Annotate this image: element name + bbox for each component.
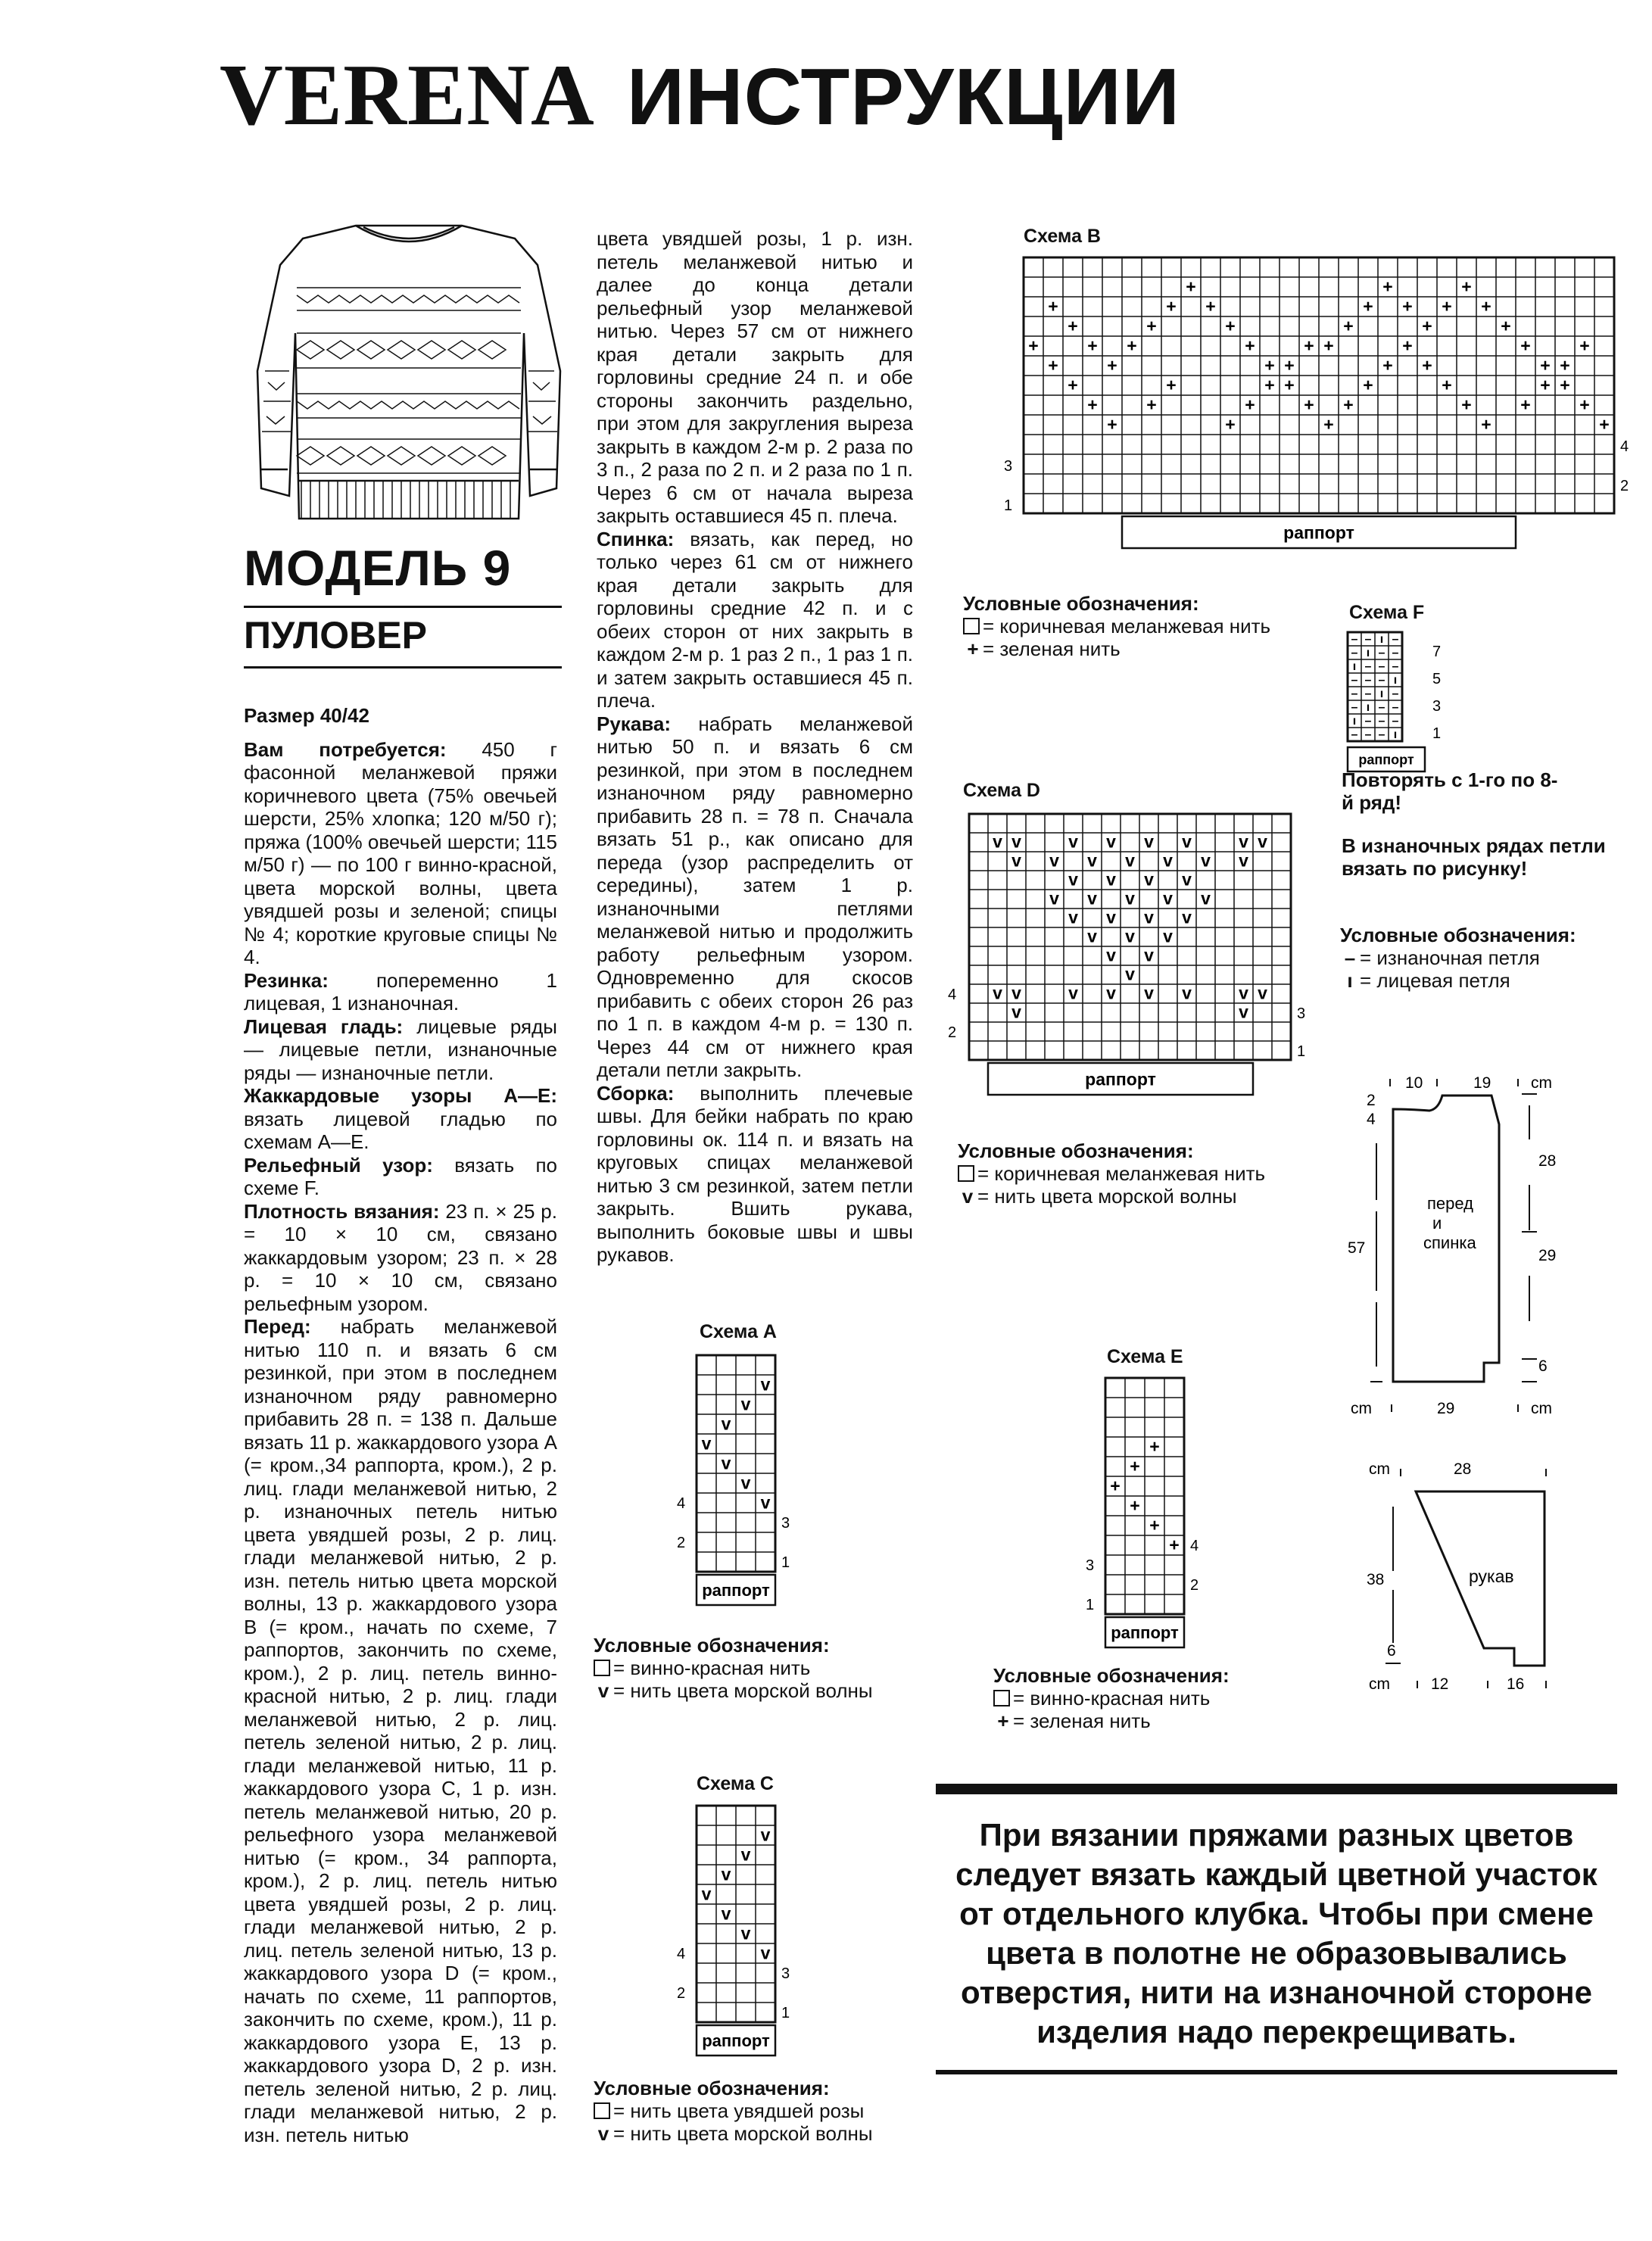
legend-entry: = винно-красная нить	[594, 1657, 919, 1679]
instructions-column-2	[597, 227, 913, 1267]
row-number: 3	[781, 1965, 790, 1982]
chart-symbol: ı	[1379, 687, 1384, 701]
bar-symbol-icon: ı	[1347, 969, 1353, 992]
rib-pattern: Резинка: попеременно 1 лицевая, 1 изнаночная.	[244, 968, 557, 1015]
chart-symbol: +	[1245, 335, 1255, 356]
chart-symbol: +	[1560, 375, 1570, 395]
chart-symbol: +	[1149, 1515, 1160, 1535]
dim-19: 19	[1473, 1074, 1491, 1092]
chart-symbol: v	[1087, 888, 1097, 909]
chart-symbol: v	[701, 1433, 712, 1454]
legend-entry: – = изнаночная петля	[1340, 946, 1643, 969]
chart-symbol: v	[1144, 831, 1154, 852]
legend-entry: + = зеленая нить	[993, 1710, 1319, 1732]
chart-symbol: +	[1107, 414, 1117, 435]
chart-symbol: +	[1323, 335, 1334, 356]
chart-symbol: +	[1442, 375, 1452, 395]
row-number: 7	[1432, 644, 1442, 660]
chart-symbol: –	[1364, 633, 1372, 647]
chart-symbol: v	[1239, 831, 1248, 852]
chart-symbol: +	[1599, 414, 1610, 435]
chart-symbol: –	[1392, 647, 1399, 660]
chart-symbol: +	[1048, 296, 1058, 316]
row-number: 1	[1004, 497, 1013, 514]
chart-symbol: v	[760, 1374, 771, 1395]
legend-entry: v = нить цвета морской волны	[594, 1679, 919, 1702]
sweater-illustration	[242, 220, 575, 522]
chart-grid	[1105, 1378, 1184, 1614]
chart-symbol: v	[993, 831, 1002, 852]
chart-symbol: +	[1264, 375, 1275, 395]
chart-symbol: v	[740, 1923, 751, 1943]
chart-symbol: +	[1481, 296, 1491, 316]
row-number: 3	[1004, 458, 1013, 475]
piece-label: перед	[1427, 1194, 1473, 1213]
empty-square-icon	[594, 2102, 610, 2119]
model-title: МОДЕЛЬ 9	[244, 540, 512, 596]
v-symbol-icon: v	[962, 1185, 974, 1208]
chart-symbol: v	[1144, 907, 1154, 927]
chart-symbol: +	[1146, 316, 1157, 336]
chart-symbol: –	[1351, 647, 1358, 660]
chart-symbol: –	[1364, 715, 1372, 728]
chart-symbol: –	[1392, 687, 1399, 701]
chart-symbol: +	[1402, 296, 1413, 316]
chart-symbol: +	[1442, 296, 1452, 316]
instructions-column-1	[244, 704, 557, 2146]
empty-square-icon	[993, 1690, 1010, 1706]
chart-symbol: +	[1087, 335, 1098, 356]
chart-symbol: –	[1364, 674, 1372, 687]
chart-symbol: v	[721, 1903, 731, 1924]
chart-symbol: +	[1560, 355, 1570, 376]
chart-symbol: v	[993, 983, 1002, 1003]
chart-symbol: v	[1106, 907, 1116, 927]
chart-symbol: v	[760, 1825, 771, 1845]
dim-2: 2	[1367, 1092, 1376, 1109]
chart-symbol: +	[1284, 375, 1295, 395]
row-number: 2	[677, 1535, 686, 1551]
dim-28: 28	[1454, 1460, 1472, 1478]
scheme-e-legend	[993, 1664, 1319, 1732]
chart-symbol: +	[1461, 394, 1472, 415]
chart-symbol: +	[1540, 375, 1551, 395]
row-number: 3	[1432, 698, 1442, 715]
chart-symbol: v	[740, 1844, 751, 1865]
chart-symbol: +	[1225, 414, 1236, 435]
chart-symbol: v	[1201, 850, 1211, 871]
chart-symbol: v	[1106, 869, 1116, 890]
dim-38: 38	[1367, 1571, 1385, 1588]
scheme-f-repeat-note: Повторять с 1-го по 8-й ряд!	[1342, 768, 1558, 814]
chart-symbol: v	[760, 1943, 771, 1963]
chart-symbol: v	[1125, 964, 1135, 984]
garment-type: ПУЛОВЕР	[244, 614, 427, 656]
dash-symbol-icon: –	[1344, 946, 1356, 969]
chart-symbol: +	[1169, 1535, 1180, 1555]
row-number: 4	[1620, 438, 1629, 455]
chart-symbol: v	[1106, 983, 1116, 1003]
chart-symbol: –	[1364, 660, 1372, 674]
chart-symbol: +	[1304, 335, 1314, 356]
scheme-c-chart	[674, 1798, 825, 2048]
chart-symbol: ı	[1379, 633, 1384, 647]
row-number: 4	[948, 986, 957, 1003]
chart-symbol: +	[1146, 394, 1157, 415]
chart-symbol: v	[1144, 983, 1154, 1003]
chart-symbol: +	[1422, 355, 1432, 376]
chart-symbol: +	[1068, 316, 1078, 336]
chart-symbol: –	[1378, 647, 1385, 660]
dim-cm: cm	[1369, 1460, 1390, 1478]
jacquard-patterns: Жаккардовые узоры А—Е: вязать лицевой гладью по схемам А—Е.	[244, 1084, 557, 1153]
chart-symbol: +	[1422, 316, 1432, 336]
scheme-e-title: Схема Е	[1107, 1346, 1183, 1367]
scheme-a-legend	[594, 1634, 919, 1702]
scheme-f-purl-note: В изнаночных рядах петли вязать по рисунку!	[1342, 834, 1606, 880]
rapport-label: раппорт	[1111, 1623, 1179, 1642]
piece-label: рукав	[1469, 1566, 1514, 1586]
chart-symbol: –	[1378, 728, 1385, 742]
legend-entry: = коричневая меланжевая нить	[963, 615, 1311, 637]
chart-symbol: +	[1579, 335, 1590, 356]
dim-10: 10	[1405, 1074, 1423, 1092]
v-symbol-icon: v	[597, 2122, 609, 2145]
piece-label: спинка	[1423, 1233, 1476, 1252]
chart-symbol: v	[1049, 850, 1059, 871]
stockinette: Лицевая гладь: лицевые ряды — лицевые петли, изнаночные ряды — изнаночные петли.	[244, 1015, 557, 1084]
row-number: 2	[677, 1985, 686, 2002]
masthead	[220, 45, 1180, 167]
chart-symbol: +	[1343, 316, 1354, 336]
chart-symbol: +	[1520, 394, 1531, 415]
legend-title: Условные обозначения:	[594, 2077, 830, 2099]
row-number: 1	[1086, 1597, 1095, 1613]
chart-symbol: +	[1130, 1495, 1140, 1516]
sleeve-schematic	[1363, 1450, 1590, 1700]
chart-symbol: v	[1068, 869, 1078, 890]
row-number: 4	[677, 1946, 686, 1962]
chart-symbol: v	[1144, 945, 1154, 965]
chart-symbol: ı	[1352, 660, 1357, 674]
rapport-label: раппорт	[702, 2031, 770, 2050]
dim-57: 57	[1348, 1239, 1366, 1257]
dim-16: 16	[1507, 1675, 1525, 1693]
chart-symbol: v	[1239, 983, 1248, 1003]
row-number: 5	[1432, 671, 1442, 687]
chart-symbol: +	[1186, 276, 1196, 297]
chart-symbol: +	[1284, 355, 1295, 376]
chart-symbol: v	[740, 1394, 751, 1414]
chart-symbol: +	[1402, 335, 1413, 356]
scheme-b-legend	[963, 592, 1311, 660]
legend-title: Условные обозначения:	[958, 1139, 1194, 1162]
tip-rule-bottom	[936, 2070, 1617, 2074]
chart-symbol: v	[1239, 1002, 1248, 1022]
chart-symbol: ı	[1393, 728, 1398, 742]
assembly-instructions: Сборка: выполнить плечевые швы. Для бейки набрать по краю горловины ок. 114 п. и вязать на круговых спицах меланжевой нитью 3 см резинкой, затем петли закрыть. Вшить рукава, выполнить боковые швы и швы рукавов.	[597, 1081, 913, 1266]
chart-symbol: –	[1351, 728, 1358, 742]
chart-symbol: v	[1258, 831, 1267, 852]
chart-symbol: v	[1125, 850, 1135, 871]
scheme-f-title: Схема F	[1349, 602, 1425, 623]
chart-symbol: +	[1461, 276, 1472, 297]
legend-entry: = коричневая меланжевая нить	[958, 1162, 1283, 1185]
plus-symbol-icon: +	[997, 1710, 1009, 1732]
chart-symbol: v	[1239, 850, 1248, 871]
chart-symbol: +	[1520, 335, 1531, 356]
chart-symbol: v	[721, 1413, 731, 1434]
legend-entry: v = нить цвета морской волны	[594, 2122, 919, 2145]
row-number: 4	[1190, 1538, 1199, 1554]
chart-symbol: v	[1106, 831, 1116, 852]
row-number: 1	[1297, 1043, 1306, 1060]
chart-symbol: v	[1163, 888, 1173, 909]
chart-symbol: v	[740, 1473, 751, 1493]
brand-logo: VERENA	[220, 47, 595, 144]
chart-symbol: v	[1182, 983, 1192, 1003]
dim-28: 28	[1538, 1152, 1557, 1170]
chart-symbol: v	[1106, 945, 1116, 965]
chart-symbol: +	[1363, 375, 1373, 395]
chart-symbol: +	[1481, 414, 1491, 435]
chart-symbol: v	[1049, 888, 1059, 909]
chart-symbol: +	[1166, 296, 1177, 316]
chart-symbol: –	[1351, 633, 1358, 647]
chart-symbol: –	[1392, 660, 1399, 674]
chart-symbol: –	[1351, 674, 1358, 687]
chart-symbol: v	[1011, 1002, 1021, 1022]
scheme-f-legend	[1340, 924, 1643, 992]
legend-entry: ı = лицевая петля	[1340, 969, 1643, 992]
row-number: 2	[948, 1024, 957, 1041]
row-number: 3	[781, 1515, 790, 1532]
row-number: 1	[781, 1554, 790, 1571]
chart-symbol: v	[1068, 907, 1078, 927]
chart-symbol: –	[1378, 701, 1385, 715]
chart-symbol: +	[1087, 394, 1098, 415]
gauge: Плотность вязания: 23 п. × 25 р. = 10 × 10 см, связано жаккардовым узором; 23 п. × 28 р. = 10 × 10 см, связано рельефным узором.	[244, 1199, 557, 1315]
chart-symbol: +	[1382, 276, 1393, 297]
chart-symbol: ı	[1366, 701, 1370, 715]
scheme-d-title: Схема D	[963, 780, 1040, 801]
dim-4: 4	[1367, 1111, 1376, 1128]
legend-entry: + = зеленая нить	[963, 637, 1311, 660]
legend-title: Условные обозначения:	[1340, 924, 1576, 946]
chart-symbol: v	[1182, 907, 1192, 927]
chart-symbol: +	[1323, 414, 1334, 435]
chart-symbol: +	[1304, 394, 1314, 415]
v-symbol-icon: v	[597, 1679, 609, 1702]
scheme-b-chart	[993, 250, 1629, 568]
chart-symbol: +	[1245, 394, 1255, 415]
dim-29: 29	[1538, 1247, 1557, 1264]
chart-symbol: v	[1125, 926, 1135, 946]
title-divider	[244, 606, 562, 608]
scheme-e-chart	[1083, 1370, 1234, 1642]
chart-symbol: +	[1363, 296, 1373, 316]
chart-symbol: v	[1011, 850, 1021, 871]
chart-symbol: v	[1258, 983, 1267, 1003]
empty-square-icon	[963, 618, 980, 634]
chart-symbol: –	[1378, 674, 1385, 687]
chart-symbol: –	[1392, 715, 1399, 728]
scheme-d-legend	[958, 1139, 1283, 1208]
chart-symbol: +	[1048, 355, 1058, 376]
chart-symbol: +	[1130, 1456, 1140, 1476]
piece-label: и	[1432, 1214, 1442, 1233]
chart-symbol: +	[1205, 296, 1216, 316]
dim-29: 29	[1437, 1400, 1455, 1417]
materials: Вам потребуется: 450 г фасонной меланжевой пряжи коричневого цвета (75% овечьей шерсти, 25% хлопка; 120 м/50 г); пряжа (100% овечьей шерсти; 115 м/50 г) — по 100 г винно-красной, цвета морской волны, цвета увядшей розы и зеленой; спицы № 4; короткие круговые спицы № 4.	[244, 737, 557, 968]
front-continuation: цвета увядшей розы, 1 р. изн. петель меланжевой нитью и далее до конца детали рельефный узор меланжевой нитью. Через 57 см от нижнего края детали закрыть для горловины средние 24 п. и обе стороны закончить раздельно, при этом для закругления выреза закрыть в каждом 2-м р. 2 раза по 3 п., 2 раза по 2 п. и 2 раза по 1 п. Через 6 см от начала выреза закрыть оставшиеся 45 п. плеча.	[597, 227, 913, 527]
sleeve-instructions: Рукава: набрать меланжевой нитью 50 п. и вязать 6 см резинкой, при этом в последнем изнаночном ряду равномерно прибавить 28 п. = 78 п. Сначала вязать 51 р., как описано для переда (узор распределить от середины), затем 1 р. изнаночными петлями меланжевой нитью и продолжить работу рельефным узором. Одновременно для скосов прибавить с обеих сторон 26 раз по 1 п. в каждом 4-м р. = 130 п. Через 44 см от нижнего края детали петли закрыть.	[597, 712, 913, 1081]
row-number: 1	[1432, 725, 1442, 742]
chart-symbol: –	[1392, 701, 1399, 715]
scheme-f-chart	[1340, 625, 1461, 768]
rapport-label: раппорт	[702, 1581, 770, 1600]
rapport-label: раппорт	[1358, 752, 1414, 768]
chart-symbol: v	[760, 1492, 771, 1513]
row-number: 3	[1086, 1557, 1095, 1574]
row-number: 2	[1620, 478, 1629, 494]
chart-symbol: v	[701, 1884, 712, 1904]
chart-symbol: ı	[1366, 647, 1370, 660]
scheme-b-title: Схема В	[1024, 226, 1101, 247]
chart-symbol: v	[1087, 926, 1097, 946]
legend-entry: v = нить цвета морской волны	[958, 1185, 1283, 1208]
chart-symbol: v	[1011, 831, 1021, 852]
legend-entry: = винно-красная нить	[993, 1687, 1319, 1710]
chart-symbol: v	[1163, 850, 1173, 871]
chart-symbol: –	[1392, 633, 1399, 647]
tip-box	[936, 1784, 1617, 2074]
chart-symbol: v	[721, 1864, 731, 1884]
tip-rule-top	[936, 1784, 1617, 1794]
scheme-d-chart	[939, 806, 1306, 1124]
legend-title: Условные обозначения:	[594, 1634, 830, 1657]
chart-symbol: +	[1501, 316, 1511, 336]
chart-symbol: +	[1579, 394, 1590, 415]
front-back-schematic	[1340, 1049, 1590, 1427]
dim-6: 6	[1387, 1642, 1396, 1660]
chart-symbol: v	[1068, 831, 1078, 852]
chart-symbol: +	[1264, 355, 1275, 376]
chart-symbol: +	[1382, 355, 1393, 376]
empty-square-icon	[594, 1660, 610, 1676]
chart-grid	[1024, 257, 1614, 513]
chart-symbol: v	[1182, 831, 1192, 852]
chart-symbol: +	[1166, 375, 1177, 395]
dim-6: 6	[1538, 1357, 1548, 1375]
scheme-c-legend	[594, 2077, 919, 2145]
size: Размер 40/42	[244, 704, 369, 727]
dim-cm: cm	[1369, 1675, 1390, 1693]
chart-symbol: –	[1351, 687, 1358, 701]
chart-symbol: +	[1068, 375, 1078, 395]
rapport-label: раппорт	[1283, 522, 1354, 543]
legend-entry: = нить цвета увядшей розы	[594, 2099, 919, 2122]
chart-symbol: –	[1378, 715, 1385, 728]
chart-symbol: +	[1343, 394, 1354, 415]
rapport-label: раппорт	[1085, 1069, 1156, 1089]
chart-symbol: v	[1068, 983, 1078, 1003]
plus-symbol-icon: +	[967, 637, 979, 660]
chart-symbol: v	[1182, 869, 1192, 890]
row-number: 1	[781, 2005, 790, 2021]
chart-symbol: +	[1127, 335, 1137, 356]
chart-symbol: +	[1149, 1436, 1160, 1457]
scheme-c-title: Схема С	[697, 1773, 774, 1794]
chart-symbol: v	[1087, 850, 1097, 871]
chart-symbol: v	[1011, 983, 1021, 1003]
legend-title: Условные обозначения:	[963, 592, 1199, 615]
row-number: 4	[677, 1495, 686, 1512]
garment-divider	[244, 666, 562, 669]
chart-symbol: v	[1201, 888, 1211, 909]
chart-symbol: ı	[1352, 715, 1357, 728]
chart-symbol: v	[1163, 926, 1173, 946]
scheme-a-title: Схема А	[700, 1321, 777, 1342]
scheme-a-chart	[674, 1348, 825, 1600]
chart-symbol: v	[721, 1453, 731, 1473]
chart-symbol: –	[1364, 728, 1372, 742]
dim-cm: cm	[1531, 1074, 1552, 1092]
relief-pattern: Рельефный узор: вязать по схеме F.	[244, 1153, 558, 1199]
chart-symbol: v	[1125, 888, 1135, 909]
chart-symbol: ı	[1393, 674, 1398, 687]
chart-symbol: +	[1225, 316, 1236, 336]
front-instructions: Перед: набрать меланжевой нитью 110 п. и вязать 6 см резинкой, при этом в последнем изнаночном ряду равномерно прибавить 28 п. = 138 п. Дальше вязать 11 р. жаккардового узора А (= кром.,34 раппорта, кром.), 2 р. лиц. глади меланжевой нитью, 2 р. изнаночных петель нитью цвета увядшей розы, 2 р. лиц. глади меланжевой нитью, 2 р. изн. петель нитью цвета морской волны, 13 р. жаккардового узора В (= кром., начать по схеме, 7 раппортов, закончить по схеме, кром.), 2 р. лиц. петель винно-красной нитью, 2 р. лиц. глади меланжевой нитью, 2 р. лиц. петель зеленой нитью, 2 р. лиц. глади меланжевой нитью, 11 р. жаккардового узора С, 1 р. изн. петель меланжевой нитью, 20 р. рельефного узора меланжевой нитью (= кром., 34 раппорта, кром.), 2 р. лиц. петель нитью цвета увядшей розы, 2 р. лиц. глади меланжевой нитью, 2 р. лиц. петель зеленой нитью, 13 р. жаккардового узора D (= кром., начать по схеме, 11 раппортов, закончить по схеме, кром.), 11 р. жаккардового узора Е, 13 р. жаккардового узора D, 2 р. изн. петель зеленой нитью, 2 р. лиц. глади меланжевой нитью, 2 р. изн. петель нитью	[244, 1315, 557, 2146]
row-number: 2	[1190, 1577, 1199, 1594]
empty-square-icon	[958, 1165, 974, 1182]
back-instructions: Спинка: вязать, как перед, но только через 61 см от нижнего края детали закрыть для горловины средние 42 п. и с обеих сторон от них закрыть в каждом 2-м р. 1 раз 2 п., 1 раз 1 п. и затем закрыть оставшиеся 45 п. плеча.	[597, 527, 913, 712]
chart-symbol: v	[1144, 869, 1154, 890]
dim-12: 12	[1431, 1675, 1449, 1693]
chart-symbol: +	[1540, 355, 1551, 376]
chart-symbol: –	[1364, 687, 1372, 701]
legend-title: Условные обозначения:	[993, 1664, 1230, 1687]
chart-symbol: +	[1028, 335, 1039, 356]
dim-cm: cm	[1351, 1400, 1372, 1417]
tip-text: При вязании пряжами разных цветов следует вязать каждый цветной участок от отдельного клубка. Чтобы при смене цвета в полотне не образовывались отверстия, нити на изнаночной стороне изделия надо перекрещивать.	[955, 1817, 1597, 2049]
row-number: 3	[1297, 1005, 1306, 1022]
chart-symbol: –	[1378, 660, 1385, 674]
chart-symbol: +	[1110, 1476, 1121, 1496]
section-title: ИНСТРУКЦИИ	[626, 52, 1180, 142]
chart-symbol: –	[1351, 701, 1358, 715]
chart-symbol: +	[1107, 355, 1117, 376]
dim-cm: cm	[1531, 1400, 1552, 1417]
